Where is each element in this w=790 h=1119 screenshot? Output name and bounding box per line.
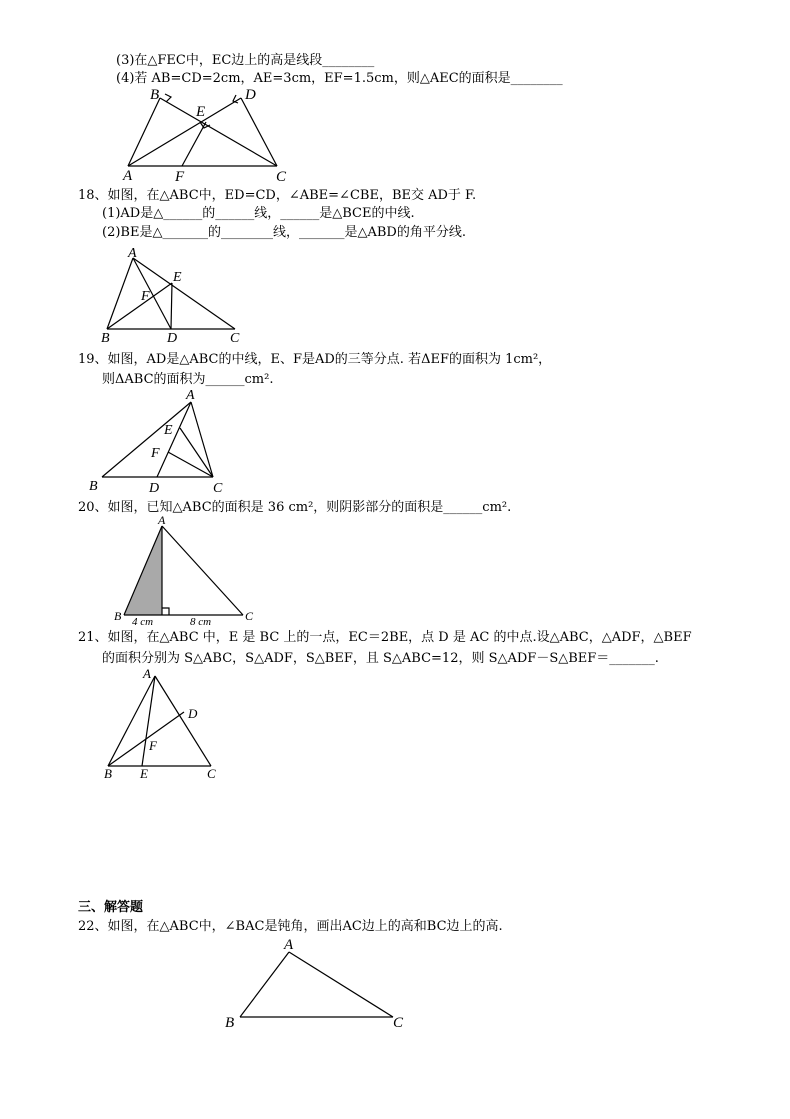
figure-q18 [98, 248, 248, 344]
q20-text: 20、如图，已知△ABC的面积是 36 cm²，则阴影部分的面积是______cm². [78, 500, 512, 515]
q19-line1: 19、如图，AD是△ABC的中线，E、F是AD的三等分点. 若ΔEF的面积为 1cm²， [78, 352, 552, 367]
figure-q19 [86, 386, 236, 496]
section-title: 三、解答题 [78, 900, 144, 915]
q17-part3: (3)在△FEC中，EC边上的高是线段________ [116, 53, 375, 68]
label-F: F [151, 446, 160, 461]
label-A: A [143, 666, 151, 681]
label-F: F [175, 169, 185, 184]
q21-line2: 的面积分别为 S△ABC，S△ADF，S△BEF，且 S△ABC=12，则 S△ADF－S△BEF＝_______. [102, 651, 659, 666]
label-F: F [141, 289, 150, 304]
label-C: C [213, 481, 223, 496]
label-D: D [149, 481, 160, 496]
label-A: A [158, 513, 166, 527]
label-C: C [245, 609, 254, 623]
figure-q21 [100, 666, 230, 782]
label-B: B [104, 766, 112, 781]
label-B: B [150, 87, 160, 103]
label-B: B [225, 1015, 235, 1031]
label-D: D [167, 331, 178, 344]
q21-line1: 21、如图，在△ABC 中，E 是 BC 上的一点，EC＝2BE，点 D 是 AC 的中点.设△ABC，△ADF，△BEF [78, 630, 692, 645]
figure-q20 [112, 512, 262, 626]
label-C: C [393, 1015, 404, 1031]
label-B: B [89, 479, 98, 494]
label-B: B [101, 331, 110, 344]
label-E: E [140, 766, 148, 781]
label-A: A [186, 388, 195, 403]
label-A: A [284, 937, 294, 953]
label-C: C [207, 766, 216, 781]
q18-part2: (2)BE是△_______的________线，_______是△ABD的角平分线. [102, 225, 466, 240]
q19-line2: 则ΔABC的面积为______cm². [102, 372, 274, 387]
label-E: E [196, 104, 206, 120]
label-D: D [188, 706, 198, 721]
label-D: D [245, 87, 256, 103]
length-8cm: 8 cm [190, 616, 212, 626]
label-C: C [276, 169, 287, 184]
label-E: E [164, 423, 173, 438]
q18-part1: (1)AD是△______的______线，______是△BCE的中线. [102, 206, 415, 221]
figure-q22 [220, 932, 420, 1032]
figure-q17 [120, 84, 305, 184]
length-4cm: 4 cm [132, 616, 154, 626]
label-E: E [173, 270, 182, 285]
q18-stem: 18、如图，在△ABC中，ED=CD，∠ABE=∠CBE，BE交 AD于 F. [78, 188, 477, 203]
label-B: B [114, 609, 122, 623]
label-A: A [123, 168, 133, 184]
label-A: A [128, 248, 137, 261]
q22-text: 22、如图，在△ABC中，∠BAC是钝角，画出AC边上的高和BC边上的高. [78, 919, 503, 934]
label-F: F [149, 738, 157, 753]
label-C: C [230, 331, 240, 344]
q17-part4: (4)若 AB=CD=2cm，AE=3cm，EF=1.5cm，则△AEC的面积是________ [116, 71, 563, 86]
